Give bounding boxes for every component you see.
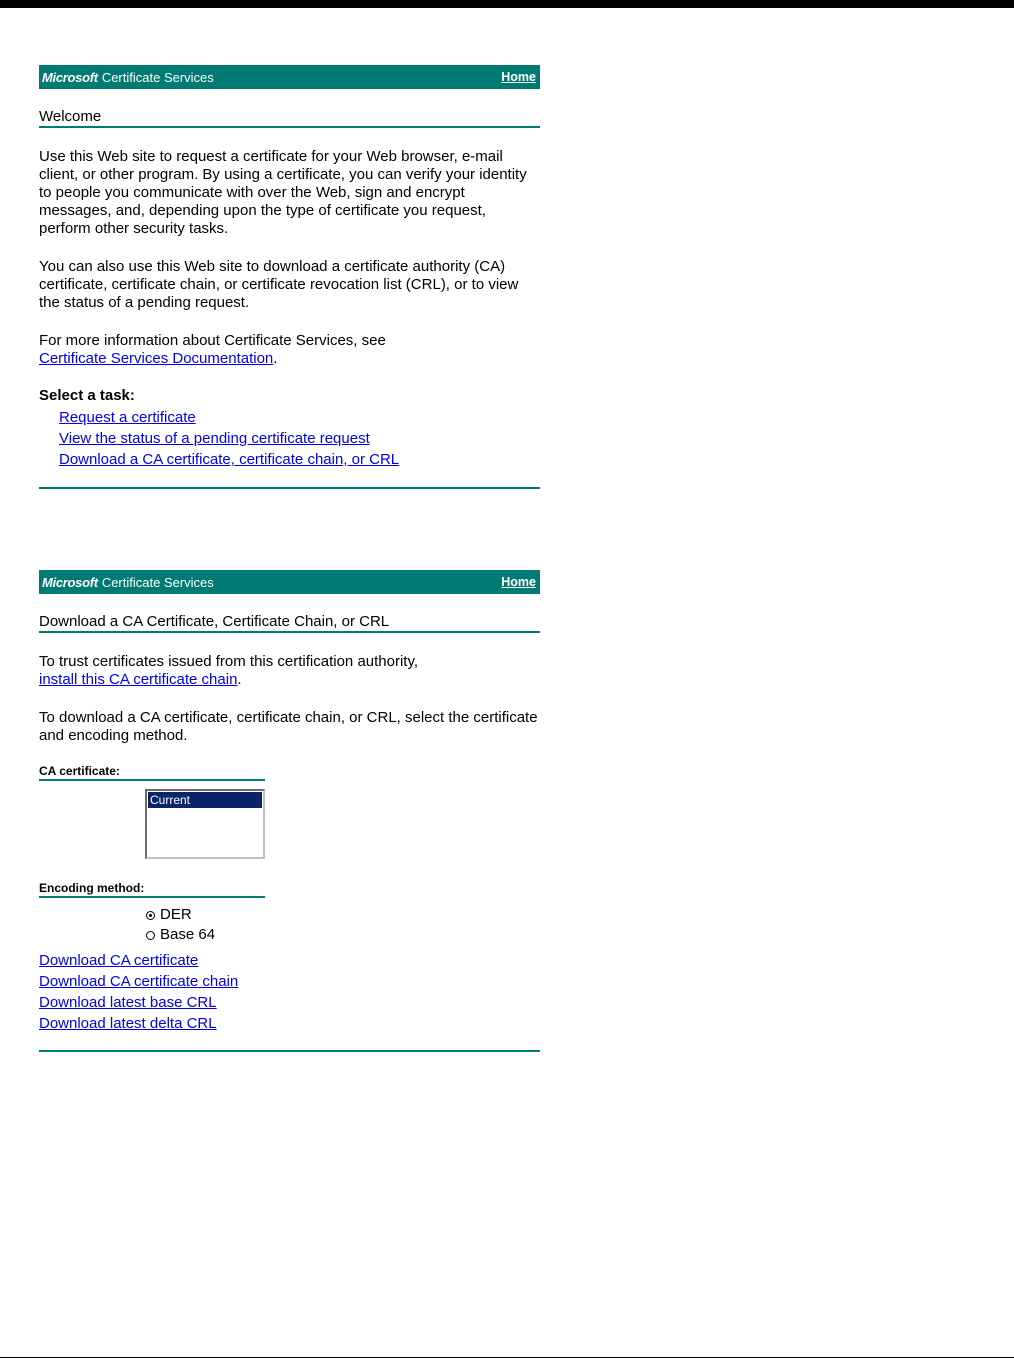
brand-product: Certificate Services [101,574,214,590]
period: . [273,350,278,367]
ca-certificate-listbox[interactable] [145,789,265,859]
download-links [39,950,540,1034]
instructions-paragraph: To download a CA certificate, certificate chain, or CRL, select the certificate and encoding method. [39,709,538,744]
top-page-rule [0,0,1014,8]
welcome-page [39,65,540,489]
task-list [39,407,540,470]
header-banner [39,570,540,594]
documentation-link[interactable]: Certificate Services Documentation [39,350,274,367]
trust-text: To trust certificates issued from this certification authority, [39,653,419,670]
more-info-text: For more information about Certificate Services, see [39,332,386,349]
encoding-der-label: DER [160,906,192,923]
brand-logo [42,70,214,85]
bottom-page-rule [0,1357,1014,1358]
encoding-der-option[interactable] [146,905,540,925]
select-task-label: Select a task: [39,387,135,404]
brand-microsoft: Microsoft [42,69,98,85]
trust-paragraph [39,653,540,689]
radio-base64[interactable] [146,931,155,940]
encoding-base64-option[interactable] [146,925,540,945]
header-banner [39,65,540,89]
ca-option-current[interactable]: Current [148,792,262,808]
radio-der[interactable] [146,911,155,920]
more-info-paragraph [39,332,540,368]
brand-product: Certificate Services [101,69,214,85]
download-ca-page [39,570,540,1052]
download-base-crl-link[interactable]: Download latest base CRL [39,994,217,1011]
footer-rule [39,487,540,489]
install-chain-link[interactable]: install this CA certificate chain [39,671,238,688]
footer-rule [39,1050,540,1052]
download-ca-certificate-link[interactable]: Download CA certificate [39,952,199,969]
period: . [237,671,242,688]
encoding-method-label: Encoding method: [39,881,265,898]
download-ca-link[interactable]: Download a CA certificate, certificate chain, or CRL [59,451,400,468]
ca-certificate-label: CA certificate: [39,764,265,781]
home-link[interactable]: Home [501,575,536,589]
download-info-paragraph: You can also use this Web site to download a certificate authority (CA) certificate, certificate chain, or certificate revocation list (CRL), or to view the status of a pending request. [39,258,519,311]
download-delta-crl-link[interactable]: Download latest delta CRL [39,1015,217,1032]
page-title: Download a CA Certificate, Certificate Chain, or CRL [39,613,540,633]
home-link[interactable]: Home [501,70,536,84]
intro-paragraph: Use this Web site to request a certificate for your Web browser, e-mail client, or other program. By using a certificate, you can verify your identity to people you communicate with over the Web, sign and encrypt messages, and, depending upon the type of certificate you request, perform other security tasks. [39,148,527,237]
encoding-options [39,905,540,945]
view-pending-status-link[interactable]: View the status of a pending certificate request [59,430,370,447]
encoding-base64-label: Base 64 [160,926,216,943]
request-certificate-link[interactable]: Request a certificate [59,409,196,426]
brand-microsoft: Microsoft [42,574,98,590]
brand-logo [42,575,214,590]
page-title: Welcome [39,108,540,128]
download-ca-chain-link[interactable]: Download CA certificate chain [39,973,239,990]
